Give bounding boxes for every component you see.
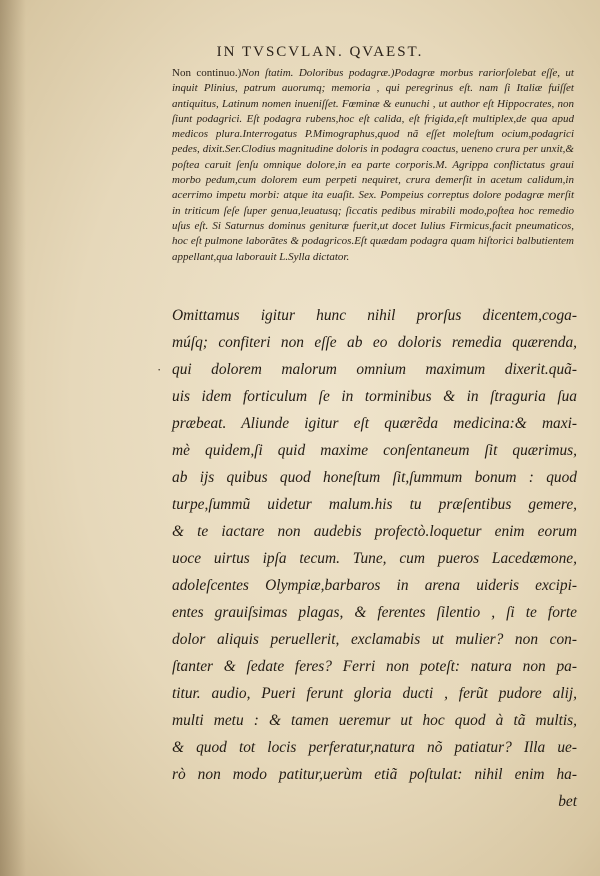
text-line: titur. audio, Pueri ferunt gloria ducti , ferũt pudore alij, <box>172 685 577 702</box>
running-head: IN TVSCVLAN. QVAEST. <box>216 44 424 60</box>
text-line: múſq; confiteri non eſſe ab eo doloris remedia quærenda, <box>172 334 577 351</box>
text-line: ſtanter & ſedate feres? Ferri non poteſt: natura non pa- <box>172 658 577 675</box>
text-line: ab ijs quibus quod honeſtum ſit,ſummum bonum : quod <box>172 469 577 486</box>
text-line: turpe,ſummũ uidetur malum.his tu præſentibus gemere, <box>172 496 577 513</box>
text-line: & quod tot locis perferatur,natura nõ patiatur? Illa ue- <box>172 739 577 756</box>
text-line: Omittamus igitur hunc nihil prorſus dicentem,coga- <box>172 307 577 324</box>
text-line: dolor aliquis peruellerit, exclamabis ut mulier? non con- <box>172 631 577 648</box>
text-line: mè quidem,ſi quid maxime conſentaneum ſit quærimus, <box>172 442 577 459</box>
text-line: adoleſcentes Olympiæ,barbaros in arena uideris excipi- <box>172 577 577 594</box>
binding-shadow <box>0 0 26 876</box>
text-line: multi metu : & tamen ueremur ut hoc quod à tã multis, <box>172 712 577 729</box>
text-line: rò non modo patitur,uerùm etiã poſtulat: nihil enim ha- <box>172 766 577 783</box>
main-text <box>172 302 577 815</box>
text-line: & te iactare non audebis profectò.loquetur enim eorum <box>172 523 577 540</box>
text-line: præbeat. Aliunde igitur eſt quærẽda medicina:& maxi- <box>172 415 577 432</box>
catchword: bet <box>558 793 577 810</box>
text-line: uis idem forticulum ſe in torminibus & in ſtraguria ſua <box>172 388 577 405</box>
commentary-lemma: Non continuo.) <box>172 67 242 79</box>
commentary-block <box>172 66 574 265</box>
margin-mark: · <box>157 362 162 377</box>
text-line: uoce uirtus ipſa tecum. Tune, cum pueros Lacedæmone, <box>172 550 577 567</box>
text-line: entes grauiſsimas plagas, & ferentes ſilentio , ſi te forte <box>172 604 577 621</box>
commentary-text: Non ſtatim. Doloribus podagræ.)Podagræ morbus rariorſolebat eſſe, ut inquit Plinius, patrum auorumq; memoria , qui peregrinus eſt. nam ſi Italiæ fuiſſet antiquitus, Latinum nomen inueniſſet. Fœminæ & eunuchi , ut author eſt Hippocrates, non ſiunt podagrici. Eſt podagra rubens,hoc eſt calida, eſt frigida,eſt multiplex,de qua apud medicos plura.Interrogatus P.Mimographus,quod nã eſſet moleſtum ocium,podagrici pedes, dixit.Ser.Clodius magnitudine doloris in podagra coactus, ueneno crura per unxit,& poſtea caruit ſenſu omnique dolore,in ea parte corporis.M. Agrippa conflictatus graui morbo pedum,cum dolorem eum perpeti nequiret, crura demerſit in acetum calidum,in acerrimo impetu morbi: atque ita euaſit. Sex. Pompeius correptus dolore podagræ merſit in triticum ſeſe ſuper genua,leuatusq; ſiccatis pedibus mirabili modo,poſtea hoc remedio uſus eſt. Si Saturnus dominus genituræ fuerit,ut docet Iulius Firmicus,facit pneumaticos, hoc eſt pulmone laborãtes & podagricos.Eſt quædam podagra quam hiſtorici balbutientem appellant,qua laborauit L.Sylla dictator. <box>172 67 574 263</box>
text-line: qui dolorem malorum omnium maximum dixerit.quã- <box>172 361 577 378</box>
